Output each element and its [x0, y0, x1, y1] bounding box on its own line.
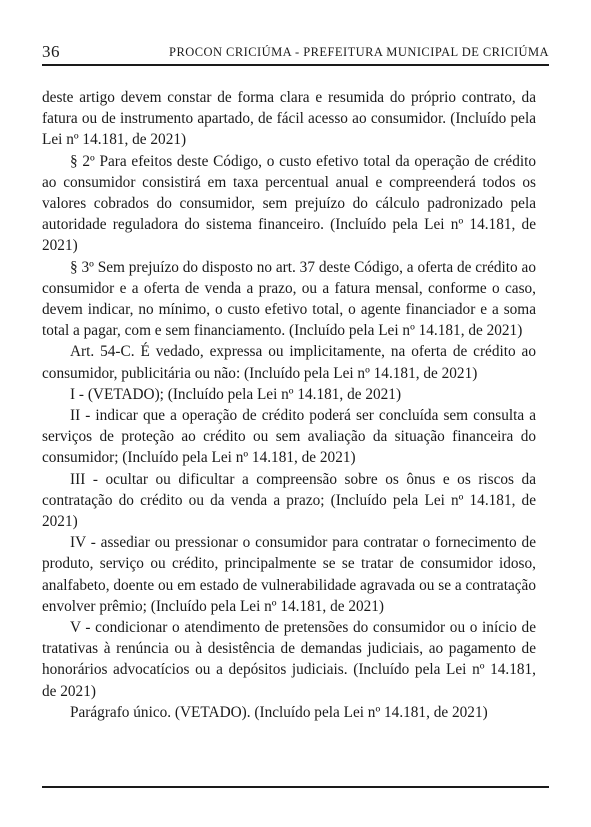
paragraph-continuation: deste artigo devem constar de forma clara e resumida do próprio contrato, da fatura ou de instrumento apartado, de fácil acesso ao consumidor. (Incluído pela Lei nº 14.181, de 2021) [42, 89, 536, 149]
paragraph-item-ii: II - indicar que a operação de crédito poderá ser concluída sem consulta a serviços de proteção ao crédito ou sem avaliação da situação financeira do consumidor; (Incluído pela Lei nº 14.181, de 2021) [42, 407, 536, 467]
document-body [42, 87, 536, 723]
running-head: PROCON CRICIÚMA - PREFEITURA MUNICIPAL DE CRICIÚMA [169, 45, 549, 59]
page-number: 36 [42, 42, 60, 61]
paragraph-item-v: V - condicionar o atendimento de pretensões do consumidor ou o início de tratativas à renúncia ou à desistência de demandas judiciais, ao pagamento de honorários advocatícios ou a depósitos judiciais. (Incluído pela Lei nº 14.181, de 2021) [42, 619, 536, 700]
paragraph-section-3: § 3º Sem prejuízo do disposto no art. 37 deste Código, a oferta de crédito ao consumidor e a oferta de venda a prazo, ou a fatura mensal, conforme o caso, devem indicar, no mínimo, o custo efetivo total, o agente financiador e a soma total a pagar, com e sem financiamento. (Incluído pela Lei nº 14.181, de 2021) [42, 258, 536, 340]
paragraph-item-iv: IV - assediar ou pressionar o consumidor para contratar o fornecimento de produto, serviço ou crédito, principalmente se se tratar de consumidor idoso, analfabeto, doente ou em estado de vulnerabilidade agravada ou se a contratação envolver prêmio; (Incluído pela Lei nº 14.181, de 2021) [42, 534, 536, 615]
paragraph-item-i: I - (VETADO); (Incluído pela Lei nº 14.181, de 2021) [70, 385, 402, 403]
header-rule [42, 64, 549, 66]
footer-rule [42, 786, 549, 788]
paragraph-sole-paragraph: Parágrafo único. (VETADO). (Incluído pela Lei nº 14.181, de 2021) [70, 703, 488, 721]
page-header [42, 41, 549, 65]
paragraph-article-54c: Art. 54-C. É vedado, expressa ou implicitamente, na oferta de crédito ao consumidor, publicitária ou não: (Incluído pela Lei nº 14.181, de 2021) [42, 343, 536, 382]
paragraph-section-2: § 2º Para efeitos deste Código, o custo efetivo total da operação de crédito ao consumidor consistirá em taxa percentual anual e compreenderá todos os valores cobrados do consumidor, sem prejuízo do cálculo padronizado pela autoridade reguladora do sistema financeiro. (Incluído pela Lei nº 14.181, de 2021) [42, 152, 536, 255]
paragraph-item-iii: III - ocultar ou dificultar a compreensão sobre os ônus e os riscos da contratação do crédito ou da venda a prazo; (Incluído pela Lei nº 14.181, de 2021) [42, 470, 536, 531]
